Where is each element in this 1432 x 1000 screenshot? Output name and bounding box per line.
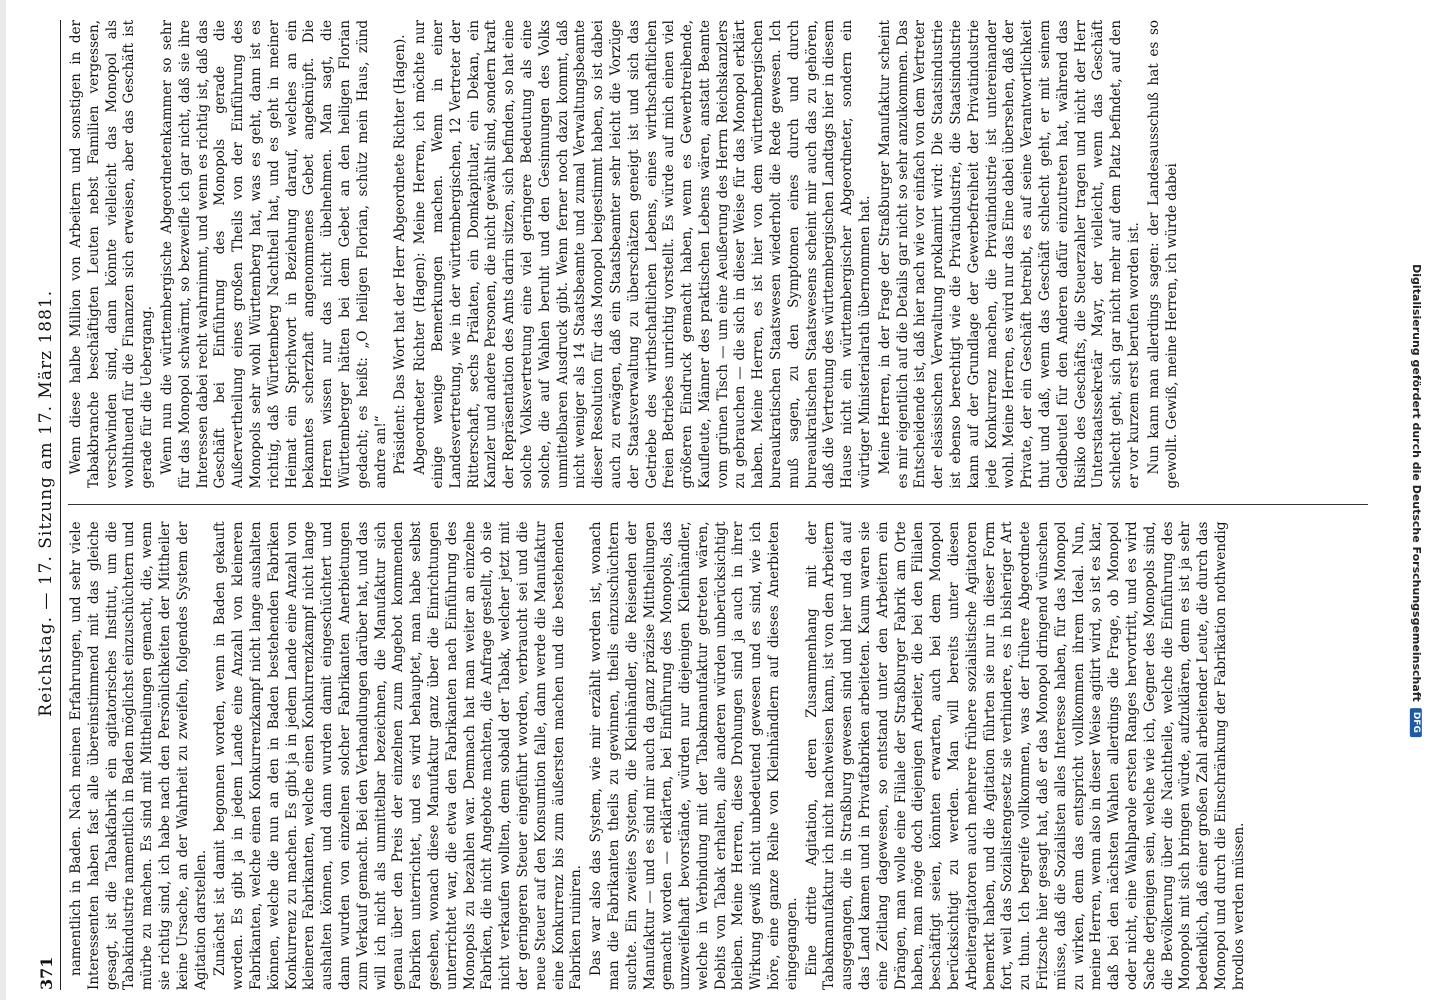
dfg-logo: DFG — [1410, 707, 1422, 736]
digitization-credit — [1404, 0, 1428, 1000]
column-left — [68, 522, 1368, 991]
paragraph: Abgeordneter Richter (Hagen): Meine Herren, ich möchte nur einige wenige Bemerkungen machen. Wenn in einer Landesvertretung, wie in der württembergischen, 12 Vertreter der Ritterschaft, sechs Prälaten, ein Domkapitular, ein Dekan, ein Kanzler und andere Personen, die nicht gewählt sind, sondern kraft der Repräsentation des Amts darin sitzen, sich befinden, so hat eine solche Volksvertretung eine viel geringere Bedeutung als eine solche, die auf Wahlen beruht und den Gesinnungen des Volks unmittelbaren Ausdruck gibt. Wenn ferner noch dazu kommt, daß nicht weniger als 14 Staatsbeamte und zumal Verwaltungsbeamte dieser Resolution für das Monopol beigestimmt haben, so ist dabei auch zu erwägen, daß ein Staatsbeamter sehr leicht die Vorzüge der Staatsverwaltung zu überschätzen geneigt ist und sich das Getriebe des wirthschaftlichen Lebens, eines wirthschaftlichen freien Betriebes unrichtig vorstellt. Es würde auf mich einen viel größeren Eindruck gemacht haben, wenn es Gewerbtreibende, Kaufleute, Männer des praktischen Lebens wären, anstatt Beamte vom grünen Tisch — um eine Aeußerung des Herrn Reichskanzlers zu gebrauchen — die sich in dieser Weise für das Monopol erklärt haben. Meine Herren, es ist hier von dem württembergischen bureaukratischen Staatswesen wiederholt die Rede gewesen. Ich muß sagen, zu den Symptomen eines durch und durch bureaukratischen Staatswesens scheint mir auch das zu gehören, daß die Vertretung des württembergischen Landtags hier in diesem Hause nicht ein württembergischer Abgeordneter, sondern ein würtiger Ministerialrath übernommen hat. — [412, 20, 874, 489]
paragraph: Wenn diese halbe Million von Arbeitern und sonstigen in der Tabakbranche beschäftigten Leuten nebst Familien vergessen, verschwinden sind, dann könnte vielleicht das Monopol als wohlthuend für die Finanzen sich erweisen, aber das Geschäft ist gerade für die Uebergang. — [68, 20, 156, 489]
paragraph: Eine dritte Agitation, deren Zusammenhang mit der Tabakmanufaktur ich nicht nachweisen kann, ist von den Arbeitern ausgegangen, die in Straßburg gewesen sind und hier und da auf das Land kamen und in Privatfabriken arbeiteten. Kaum waren sie eine Zeitlang dagewesen, so entstand unter den Arbeitern ein Drängen, man wolle eine Filiale der Straßburger Fabrik am Orte haben, man möge doch diejenigen Arbeiter, die bei den Filialen beschäftigt seien, könnten erwarten, auch bei dem Monopol berücksichtigt zu werden. Man will bereits unter diesen Arbeiteragitatoren auch mehrere frühere sozialistische Agitatoren bemerkt haben, und die Agitation führten sie nur in dieser Form fort, weil das Sozialistengesetz sie verhindere, es in bisheriger Art zu thun. Ich begreife vollkommen, was der frühere Abgeordnete Fritzsche hier gesagt hat, daß er das Monopol dringend wünschen müsse, daß die Sozialisten alles Interesse haben, für das Monopol zu wirken, denn das entspricht vollkommen ihrem Ideal. Nun, meine Herren, wenn also in dieser Weise agitirt wird, so ist es klar, daß bei den nächsten Wahlen allerdings die Frage, ob Monopol oder nicht, eine Wahlparole ersten Ranges hervortritt, und es wird Sache derjenigen sein, welche wie ich, Gegner des Monopols sind, die Bevölkerung über die Nachtheile, welche die Einführung des Monopols mit sich bringen würde, aufzuklären, denn es ist ja sehr bedenklich, daß einer großen Zahl arbeitender Leute, die durch das Monopol und durch die Einschränkung der Fabrikation nothwendig brodlos werden müssen. — [803, 521, 1247, 990]
page-number: 371 — [37, 956, 56, 990]
paragraph: Wenn nun die württembergische Abgeordnetenkammer so sehr für das Monopol schwärmt, so bezweifle ich gar nicht, daß sie ihre Interessen dabei recht wahrnimmt, und wenn es richtig ist, daß das Geschäft bei Einführung des Monopols gerade die Außervertheilung eines großen Theils von der Einführung des Monopols sehr wohl Württemberg hat, was es geht, dann ist es richtig, daß Württemberg Nachtheil hat, und es geht in meiner Heimat ein Sprichwort in Beziehung darauf, welches an ein bekanntes scherzhaft angenommenes Gebet angeknüpft. Die Herren wissen nur das nicht übelnehmen. Man sagt, die Württemberger hätten bei dem Gebet an den heiligen Florian gedacht; es heißt: „O heiligen Florian, schütz mein Haus, zünd andre an!“ — [158, 20, 389, 489]
paragraph: Das war also das System, wie mir erzählt worden ist, wonach man die Fabrikanten theils zu gewinnen, theils einzuschüchtern suchte. Ein zweites System, die Kleinhändler, die Reisenden der Manufaktur — und es sind mir auch da ganz präzise Mittheilungen gemacht worden — erklärten, bei Einführung des Monopols, das unzweifelhaft bevorstände, würden nur diejenigen Kleinhändler, welche in Verbindung mit der Tabakmanufaktur getreten wären, Debits von Tabak erhalten, alle anderen würden unberücksichtigt bleiben. Meine Herren, diese Drohungen sind ja auch in ihrer Wirkung gewiß nicht unbedeutend gewesen und es sind, wie ich höre, eine ganze Reihe von Kleinhändlern auf dieses Anerbieten eingegangen. — [588, 521, 800, 990]
rotated-page-content — [20, 20, 1380, 990]
credit-text: Digitalisierung gefördert durch die Deutsche Forschungsgemeinschaft — [1409, 263, 1423, 702]
paragraph: Meine Herren, in der Frage der Straßburger Manufaktur scheint es mir eigentlich auf die Details gar nicht so sehr anzukommen. Das Entscheidende ist, daß hier nach wie vor einfach von dem Vertreter der elsässischen Verwaltung proklamirt wird: Die Staatsindustrie ist ebenso berechtigt wie die Privatindustrie, die Staatsindustrie kann auf der Grundlage der Gewerbefreiheit der Privatindustrie jede Konkurrenz machen, die Privatindustrie ist untereinander wohl. Meine Herren, es wird nur das Eine dabei übersehen, daß der Private, der ein Geschäft betreibt, es auf seine Verantwortlichkeit thut und daß, wenn das Geschäft schlecht geht, er mit seinem Geldbeutel für den Anderen dafür einzutreten hat, während das Risiko des Geschäfts, die Steuerzahler tragen und nicht der Herr Unterstaatssekretär Mayr, der vielleicht, wenn das Geschäft schlecht geht, sich gar nicht mehr auf dem Platz befindet, auf den er vor kurzem erst berufen worden ist. — [876, 20, 1143, 489]
paragraph: namentlich in Baden. Nach meinen Erfahrungen, und sehr viele Interessenten haben fast alle übereinstimmend mit das gleiche gesagt, ist die Tabakfabrik ein agitatorisches Institut, um die Tabakindustrie namentlich in Baden möglichst einzuschüchtern und mürbe zu machen. Es sind mit Mittheilungen gemacht, die, wenn sie richtig sind, ich habe nach den Persönlichkeiten der Mittheiler keine Ursache, an der Wahrheit zu zweifeln, folgendes System der Agitation darstellen. — [68, 521, 209, 990]
column-divider — [68, 505, 1368, 506]
text-columns — [68, 20, 1368, 990]
paragraph: Nun kann man allerdings sagen: der Landesausschuß hat es so gewollt. Gewiß, meine Herren, ich würde dabei — [1145, 20, 1180, 489]
scan-edge — [0, 0, 6, 1000]
running-header — [20, 20, 61, 990]
paragraph: Zunächst ist damit begonnen worden, wenn in Baden gekauft worden. Es gibt ja in jedem Lande eine Anzahl von kleineren Fabrikanten, welche einen Konkurrenzkampf nicht lange aushalten können, welche die nun an den in Baden bestehenden Fabriken Konkurrenz zu machen. Es gibt ja in jedem Lande eine Anzahl von kleineren Fabrikanten, welche einen Konkurrenzkampf nicht lange aushalten können, und dann wurden damit eingeschüchtert und dann wurden von einzelnen solcher Fabrikanten Anerbietungen zum Verkauf gemacht. Bei den Verhandlungen darüber hat, und das will ich nicht als unmittelbar bezeichnen, die Manufaktur sich genau über den Preis der einzelnen zum Angebot kommenden Fabriken unterrichtet, und es wird behauptet, man habe selbst gesehen, wonach diese Manufaktur ganz über die Einrichtungen unterrichtet war, die etwa den Fabrikanten nach Einführung des Monopols zu bezahlen war. Demnach hat man weiter an einzelne Fabriken, die nicht Angebote machten, die Anfrage gestellt, ob sie nicht verkaufen wollten, denn sobald der Tabak, welcher jetzt mit der geringeren Steuer eingeführt worden, verbraucht sei und die neue Steuer auf den Konsumtion falle, dann werde die Manufaktur eine Konkurrenz bis zum äußersten machen und die bestehenden Fabriken ruiniren. — [212, 521, 585, 990]
paragraph: Präsident: Das Wort hat der Herr Abgeordnete Richter (Hagen). — [392, 34, 409, 475]
page-title: Reichstag. — 17. Sitzung am 17. März 1881. — [36, 289, 56, 717]
column-right — [68, 20, 1368, 489]
